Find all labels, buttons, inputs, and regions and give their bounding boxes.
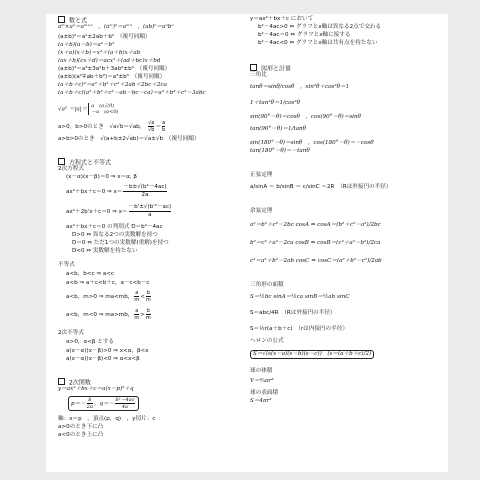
subheading: 正弦定理 bbox=[250, 172, 273, 178]
area-formula: S＝abc/4R （Rは外接円の半径） bbox=[250, 310, 336, 316]
subheading: 球の表面積 bbox=[250, 390, 278, 396]
quad-inequality-line: a(x－α)(x－β)>0 ⇒ x<α，β<x bbox=[66, 348, 149, 354]
fraction: $\frac{\text{b²－4ac}}{4a}$ bbox=[115, 397, 135, 410]
checkbox-icon bbox=[250, 64, 257, 71]
fraction: $\frac{b}{m}$ bbox=[145, 290, 151, 303]
formula-line: (ax＋b)(cx＋d)＝acx²＋(ad＋bc)x＋bd bbox=[58, 58, 161, 64]
fraction: $\frac{a}{b}$ bbox=[162, 120, 166, 133]
convexity-line: a<0のとき上に凸 bbox=[58, 432, 104, 438]
cosine-rule: b²＝c²＋a²－2ca cosB ⇔ cosB＝(c²＋a²－b²)/2ca bbox=[250, 240, 381, 246]
subheading: 三角比 bbox=[250, 72, 267, 78]
subheading: 2次不等式 bbox=[58, 330, 84, 336]
checkbox-icon bbox=[58, 16, 65, 23]
discriminant-line: D>0 ⇔ 異なる2つの実数解を持つ bbox=[72, 232, 158, 238]
section-heading-numbers: 数と式 bbox=[58, 16, 87, 25]
trig-identity: tan(90°－θ)＝1/tanθ bbox=[250, 126, 307, 132]
graph-condition-line: b²－4ac＝0 ⇔ グラフとx軸に接する bbox=[258, 32, 351, 38]
trig-identity: tan(180°－θ)＝－tanθ bbox=[250, 148, 310, 154]
trig-identity: 1＋tan²θ＝1/cos²θ bbox=[250, 100, 300, 106]
inequality-line: a<b，b<c ⇒ a<c bbox=[66, 271, 115, 277]
vertex-form: y＝ax²＋bx＋c＝a(x－p)²＋q bbox=[58, 386, 134, 392]
cosine-rule: c²＝a²＋b²－2ab cosC ⇔ cosC＝(a²＋b²－c²)/2ab bbox=[250, 258, 382, 264]
inequality-line: a<b，m<0 ⇒ ma>mb， $\frac{a}{m}$ > $\frac{b}{m}$ bbox=[66, 308, 151, 321]
fraction: $\frac{\text{－b±√(b²－4ac)}}{2a}$ bbox=[123, 184, 167, 198]
graph-condition-line: b²－4ac<0 ⇔ グラフとx軸は共有点を持たない bbox=[258, 40, 378, 46]
area-formula: S＝½r(a＋b＋c) （rは内接円の半径） bbox=[250, 326, 348, 332]
formula-line: (a＋b＋c)(a²＋b²＋c²－ab－bc－ca)＝a³＋b³＋c³－3abc bbox=[58, 90, 206, 96]
subheading: 球の体積 bbox=[250, 368, 273, 374]
trig-identity: tanθ＝sinθ/cosθ ，sin²θ＋cos²θ＝1 bbox=[250, 84, 350, 90]
checkbox-icon bbox=[58, 378, 65, 385]
subheading: 余弦定理 bbox=[250, 208, 273, 214]
double-root-formula: a>b>0のとき √(a+b±2√ab)＝√a±√b （複号同順） bbox=[58, 136, 200, 142]
inequality-line: a<b ⇒ a＋c<b＋c，a－c<b－c bbox=[66, 280, 150, 286]
subheading: 2次方程式 bbox=[58, 166, 84, 172]
formula-line: (a±b)(a²∓ab＋b²)＝a³±b³ （複号同順） bbox=[58, 74, 166, 80]
trig-identity: sin(180°－θ)＝sinθ ，cos(180°－θ)＝－cosθ bbox=[250, 140, 374, 146]
discriminant-line: D＝0 ⇔ ただ1つの実数解(重解)を持つ bbox=[72, 240, 169, 246]
axis-vertex-line: 軸：x＝p ，頂点(p，q) ，y切片：c bbox=[58, 416, 156, 422]
fraction: $\frac{a}{m}$ bbox=[134, 290, 140, 303]
formula-line: (x－α)(x－β)＝0 ⇒ x＝α, β bbox=[66, 174, 137, 180]
graph-condition-line: y＝ax²＋bx＋c において bbox=[250, 16, 314, 22]
section-heading-geometry: 図形と計量 bbox=[250, 64, 291, 73]
formula-line: (a±b)³＝a³±3a²b＋3ab²±b³ （複号同順） bbox=[58, 66, 171, 72]
discriminant-line: D<0 ⇔ 実数解を持たない bbox=[72, 248, 138, 254]
convexity-line: a>0のとき下に凸 bbox=[58, 424, 104, 430]
fraction: $\frac{\text{－b'±√(b'²－ac)}}{a}$ bbox=[128, 204, 172, 218]
sphere-surface: S＝4πr² bbox=[250, 398, 272, 404]
formula-line: (a±b)²＝a²±2ab＋b² （複号同順） bbox=[58, 34, 151, 40]
fraction: $\frac{√a}{√b}$ bbox=[148, 120, 155, 133]
quad-inequality-line: a(x－α)(x－β)<0 ⇒ α<x<β bbox=[66, 356, 140, 362]
fraction: $\frac{b}{m}$ bbox=[145, 308, 151, 321]
sphere-volume: V＝⁴⁄₃πr³ bbox=[250, 378, 274, 384]
graph-condition-line: b²－4ac>0 ⇔ グラフとx軸は異なる2点で交わる bbox=[258, 24, 382, 30]
area-formula: S＝½bc sinA＝½ca sinB＝½ab sinC bbox=[250, 294, 350, 300]
formula-line: (x＋a)(x＋b)＝x²＋(a＋b)x＋ab bbox=[58, 50, 141, 56]
fraction: $\frac{b}{2a}$ bbox=[86, 397, 93, 410]
vertex-parameters: p＝－ $\frac{b}{2a}$ ，q＝－ $\frac{\text{b²－4ac}}{4a}$ bbox=[68, 396, 139, 411]
formula-line: (a＋b)(a－b)＝a²－b² bbox=[58, 42, 115, 48]
quad-inequality-line: α>0，α<β とする bbox=[66, 339, 115, 345]
formula-line: (a＋b＋c)²＝a²＋b²＋c²＋2ab＋2bc＋2ca bbox=[58, 82, 167, 88]
reduced-quadratic-formula: ax²＋2b'x＋c＝0 ⇒ x＝ $\frac{\text{－b'±√(b'²－ac)}}{a}$ bbox=[66, 204, 172, 218]
discriminant-line: ax²＋bx＋c＝0 の判別式 D＝b²－4ac bbox=[66, 224, 163, 230]
section-heading-quadratic-function: 2次関数 bbox=[58, 378, 91, 387]
sine-rule: a/sinA ＝ b/sinB ＝ c/sinC ＝2R （Rは外接円の半径） bbox=[250, 184, 392, 190]
subheading: 三角形の面積 bbox=[250, 282, 284, 288]
root-product-formula: a>0，b>0のとき √a√b＝√ab， $\frac{√a}{√b}$ ＝ $\frac{a}{b}$ bbox=[58, 120, 166, 133]
trig-identity: sin(90°－θ)＝cosθ ，cos(90°－θ)＝sinθ bbox=[250, 114, 361, 120]
subheading: 不等式 bbox=[58, 262, 75, 268]
heron-formula: S＝√(s(s－a)(s－b)(s－c)) (s＝(a＋b＋c)/2) bbox=[250, 350, 374, 359]
fraction: $\frac{a}{m}$ bbox=[134, 308, 140, 321]
quadratic-formula: ax²＋bx＋c＝0 ⇒ x＝ $\frac{\text{－b±√(b²－4ac)}}{2a}$ bbox=[66, 184, 167, 198]
subheading: ヘロンの公式 bbox=[250, 338, 284, 344]
cosine-rule: a²＝b²＋c²－2bc cosA ⇔ cosA＝(b²＋c²－a²)/2bc bbox=[250, 222, 381, 228]
section-heading-equations: 方程式と不等式 bbox=[58, 158, 111, 167]
absolute-value-formula: √a² ＝|a|＝ a (a≧0) －a (a<0) bbox=[58, 103, 119, 115]
formula-sheet-page bbox=[46, 14, 448, 472]
inequality-line: a<b，m>0 ⇒ ma<mb， $\frac{a}{m}$ < $\frac{b}{m}$ bbox=[66, 290, 151, 303]
checkbox-icon bbox=[58, 158, 65, 165]
exponent-rules: aᵐ×aⁿ＝aᵐ⁺ⁿ ，(aᵐ)ⁿ＝aᵐⁿ ，(ab)ⁿ＝aⁿbⁿ bbox=[58, 24, 174, 30]
